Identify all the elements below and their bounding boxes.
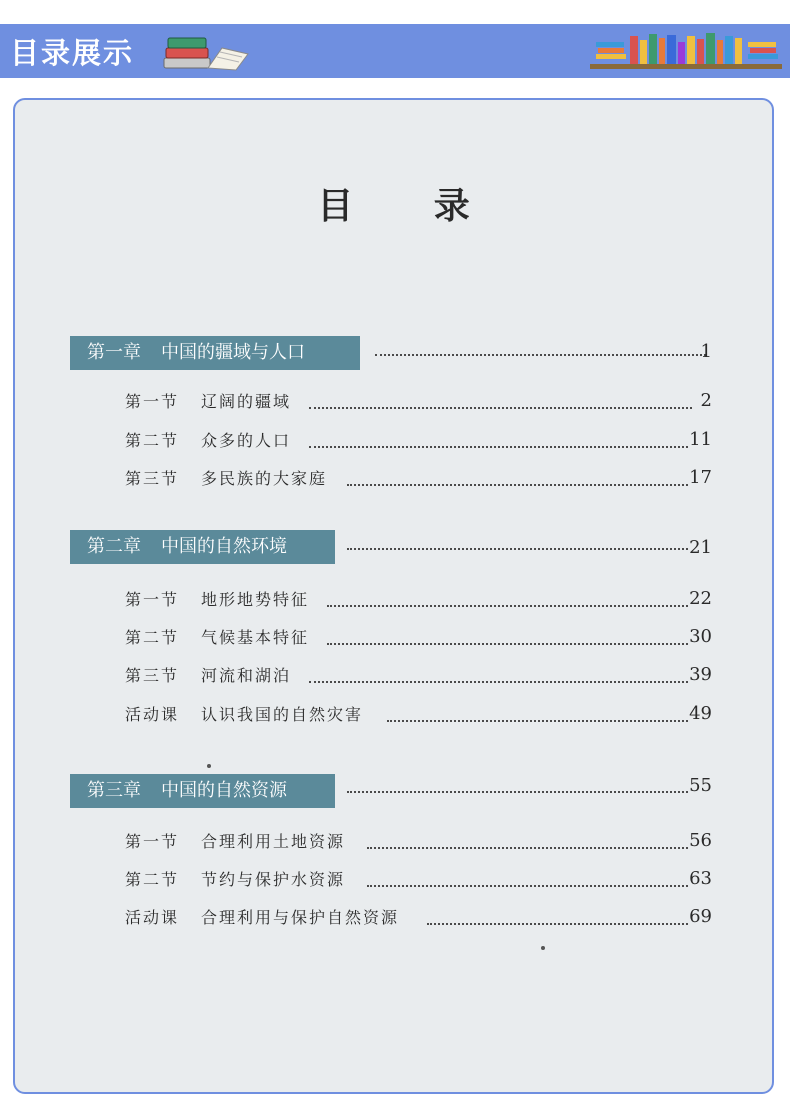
chapter-banner [70, 530, 335, 564]
section-label: 第二节 [125, 870, 180, 889]
section-label: 第一节 [125, 590, 180, 609]
chapter-name: 中国的疆域与人口 [161, 342, 305, 363]
page-number: 17 [689, 467, 712, 488]
header-bar [0, 24, 790, 78]
dot-leader [309, 446, 688, 448]
chapter-label: 第一章 [87, 342, 141, 363]
header-title: 目录展示 [10, 36, 135, 70]
section-label: 第二节 [125, 628, 180, 647]
chapter-label: 第三章 [87, 780, 141, 801]
section-name: 多民族的大家庭 [201, 469, 328, 488]
dot-leader [387, 720, 688, 722]
section-label: 活动课 [125, 908, 180, 927]
toc-title: 目 录 [317, 185, 504, 227]
section-name: 认识我国的自然灾害 [201, 705, 364, 724]
section-name: 河流和湖泊 [201, 666, 292, 685]
dot-leader [347, 548, 688, 550]
chapter-banner [70, 774, 335, 808]
toc-section [125, 905, 399, 928]
speck-mark [541, 946, 545, 950]
dot-leader [427, 923, 688, 925]
dot-leader [367, 847, 688, 849]
page-number: 11 [689, 429, 712, 450]
chapter-name: 中国的自然资源 [161, 780, 287, 801]
section-label: 第三节 [125, 666, 180, 685]
toc-section [125, 829, 345, 852]
toc-section [125, 466, 327, 489]
chapter-label: 第二章 [87, 536, 141, 557]
section-name: 节约与保护水资源 [201, 870, 346, 889]
chapter-banner [70, 336, 360, 370]
dot-leader [347, 484, 688, 486]
page-number: 69 [689, 906, 712, 927]
section-name: 合理利用与保护自然资源 [201, 908, 400, 927]
dot-leader [367, 885, 688, 887]
toc-section [125, 428, 291, 451]
speck-mark [207, 764, 211, 768]
page-number: 21 [689, 537, 712, 558]
section-name: 众多的人口 [201, 431, 292, 450]
toc-section [125, 702, 363, 725]
section-label: 第一节 [125, 832, 180, 851]
page-number: 1 [700, 341, 712, 362]
toc-section [125, 867, 345, 890]
page-number: 22 [689, 588, 712, 609]
section-label: 第二节 [125, 431, 180, 450]
section-label: 活动课 [125, 705, 180, 724]
books-stack-icon [162, 28, 250, 72]
page-number: 49 [689, 703, 712, 724]
dot-leader [327, 605, 688, 607]
section-name: 辽阔的疆域 [201, 392, 292, 411]
page-number: 56 [689, 830, 712, 851]
dot-leader [309, 407, 692, 409]
section-name: 气候基本特征 [201, 628, 310, 647]
toc-section [125, 663, 291, 686]
chapter-name: 中国的自然环境 [161, 536, 287, 557]
toc-section [125, 389, 291, 412]
page-number: 30 [689, 626, 712, 647]
dot-leader [309, 681, 688, 683]
section-name: 合理利用土地资源 [201, 832, 346, 851]
dot-leader [375, 354, 706, 356]
bookshelf-icon [590, 30, 782, 70]
page-number: 2 [700, 390, 712, 411]
toc-section [125, 625, 309, 648]
page-number: 55 [689, 775, 712, 796]
toc-page [13, 98, 774, 1094]
page-number: 63 [689, 868, 712, 889]
section-name: 地形地势特征 [201, 590, 310, 609]
toc-section [125, 587, 309, 610]
page-number: 39 [689, 664, 712, 685]
section-label: 第三节 [125, 469, 180, 488]
section-label: 第一节 [125, 392, 180, 411]
dot-leader [327, 643, 688, 645]
dot-leader [347, 791, 688, 793]
